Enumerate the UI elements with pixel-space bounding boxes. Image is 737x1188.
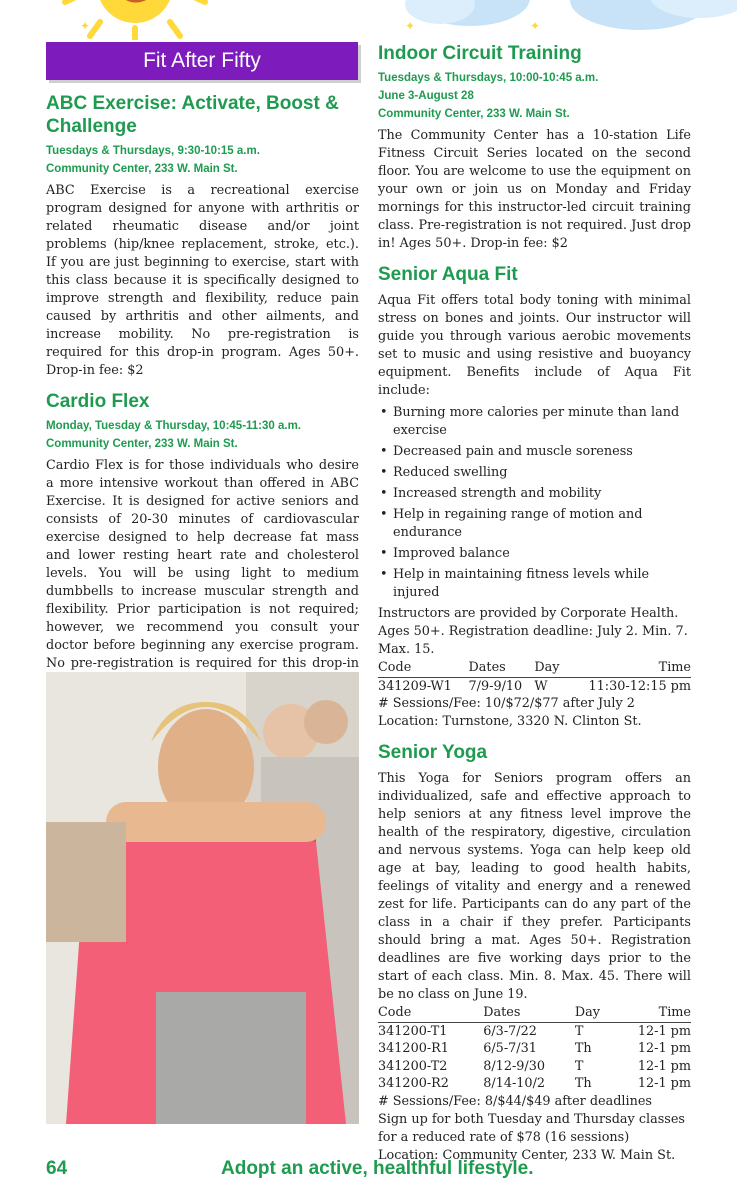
cell-code: 341200-R2 — [378, 1076, 449, 1091]
page-number: 64 — [46, 1158, 68, 1179]
section-title: Senior Aqua Fit — [378, 264, 518, 285]
senior-yoga-section — [378, 741, 691, 1165]
location-line: Community Center, 233 W. Main St. — [378, 108, 570, 120]
description: This Yoga for Seniors program offers an individualized, safe and effective approach to help seniors at any fitness level improve the health of the respiratory, digestive, circulation and nervous systems. Yoga can help keep old age at bay, leading to good health habits, feelings of vitality and energy and a renewed zest for life. Participants can do any part of the class in a chair if they prefer. Participants should bring a mat. Ages 50+. Registration deadlines are five working days prior to the start of each class. Min. 8. Max. 45. There will be no class on June 19. — [378, 771, 691, 1002]
abc-exercise-section — [46, 92, 359, 380]
table-header-row — [378, 1004, 691, 1022]
instructor-note: Instructors are provided by Corporate Health. Ages 50+. Registration deadline: July 2. Min. 7. Max. 15. — [378, 606, 688, 657]
fee-line: # Sessions/Fee: 8/$44/$49 after deadlines — [378, 1093, 652, 1109]
header-code: Code — [378, 1004, 483, 1022]
table-header-row — [378, 659, 691, 677]
header-dates: Dates — [469, 659, 535, 677]
cell-day: T — [574, 1023, 584, 1039]
discount-note: Sign up for both Tuesday and Thursday classes for a reduced rate of $78 (16 sessions) — [378, 1111, 685, 1145]
aqua-fit-section — [378, 263, 691, 731]
schedule-table — [378, 659, 691, 695]
cell-day: T — [574, 1058, 584, 1074]
cell-time: 12-1 pm — [637, 1058, 691, 1074]
header-time: Time — [612, 1004, 691, 1022]
cell-time: 12-1 pm — [637, 1076, 691, 1091]
description: The Community Center has a 10-station Life Fitness Circuit Series located on the second floor. You are welcome to use the equipment on your own or join us on Monday and Friday mornings for this instructor-led circuit training class. Pre-registration is not required. Just drop in! Ages 50+. Drop-in fee: $2 — [378, 128, 691, 251]
cell-dates: 8/14-10/2 — [483, 1076, 546, 1091]
section-title: Cardio Flex — [46, 391, 150, 412]
cell-dates: 6/5-7/31 — [483, 1041, 537, 1056]
cardio-flex-section — [46, 390, 359, 691]
cell-dates: 7/9-9/10 — [468, 678, 523, 694]
table-row — [378, 1058, 691, 1076]
date-range-line: June 3-August 28 — [378, 90, 474, 102]
section-banner: Fit After Fifty — [46, 42, 358, 80]
cell-code: 341209-W1 — [378, 678, 452, 694]
location-line: Community Center, 233 W. Main St. — [46, 438, 238, 450]
cell-time: 12-1 pm — [637, 1023, 691, 1039]
svg-text:✦: ✦ — [405, 19, 416, 33]
location-line: Community Center, 233 W. Main St. — [46, 163, 238, 175]
schedule-table — [378, 1004, 691, 1093]
cell-code: 341200-T2 — [378, 1058, 448, 1074]
description: ABC Exercise is a recreational exercise program designed for anyone with arthritis or related rheumatic disease and/or joint problems (hip/knee replacement, stroke, etc.). If you are just beginning to exercise, start with this class because it is specifically designed to improve strength and flexibility, reduce pain caused by arthritis and other ailments, and increase mobility. No pre-registration is required for this drop-in program. Ages 50+. Drop-in fee: $2 — [46, 183, 359, 378]
right-column — [378, 42, 691, 1165]
left-column — [46, 92, 359, 691]
cell-day: Th — [574, 1076, 592, 1091]
sun-illustration — [60, 0, 210, 40]
fee-line: # Sessions/Fee: 10/$72/$77 after July 2 — [378, 696, 635, 711]
header-day: Day — [534, 659, 565, 677]
table-row — [378, 1022, 691, 1040]
table-row — [378, 1040, 691, 1058]
cell-code: 341200-T1 — [378, 1023, 448, 1039]
list-item: • Reduced swelling — [378, 464, 691, 482]
description: Aqua Fit offers total body toning with minimal stress on bones and joints. Our instructor will guide you through various aerobic movements set to music and using resistive and buoyancy equipment. Benefits include of Aqua Fit include: — [378, 293, 691, 398]
cell-code: 341200-R1 — [378, 1041, 449, 1056]
list-item: • Help in regaining range of motion and endurance — [378, 506, 691, 542]
schedule-line: Monday, Tuesday & Thursday, 10:45-11:30 a.m. — [46, 420, 302, 432]
cell-day: W — [534, 678, 548, 694]
header-dates: Dates — [483, 1004, 575, 1022]
section-title: Indoor Circuit Training — [378, 43, 582, 64]
svg-text:✦: ✦ — [80, 19, 91, 33]
list-item: • Help in maintaining fitness levels while injured — [378, 566, 691, 602]
cell-dates: 6/3-7/22 — [483, 1023, 537, 1039]
cell-dates: 8/12-9/30 — [483, 1058, 546, 1074]
list-item: • Decreased pain and muscle soreness — [378, 443, 691, 461]
header-code: Code — [378, 659, 469, 677]
cell-day: Th — [574, 1041, 592, 1056]
header-time: Time — [565, 659, 691, 677]
list-item: • Improved balance — [378, 545, 691, 563]
location-line: Location: Turnstone, 3320 N. Clinton St. — [378, 714, 642, 729]
footer-tagline: Adopt an active, healthful lifestyle. — [221, 1158, 534, 1179]
benefits-list — [378, 404, 691, 602]
header-day: Day — [575, 1004, 612, 1022]
section-title: Senior Yoga — [378, 742, 488, 763]
cell-time: 11:30-12:15 pm — [588, 678, 691, 694]
table-row — [378, 677, 691, 695]
location-line: Location: Community Center, 233 W. Main St. — [378, 1147, 676, 1163]
list-item: • Increased strength and mobility — [378, 485, 691, 503]
seniors-exercise-photo — [46, 672, 359, 1124]
cell-time: 12-1 pm — [637, 1041, 691, 1056]
schedule-line: Tuesdays & Thursdays, 10:00-10:45 a.m. — [378, 72, 599, 84]
schedule-line: Tuesdays & Thursdays, 9:30-10:15 a.m. — [46, 145, 260, 157]
list-item: • Burning more calories per minute than land exercise — [378, 404, 691, 440]
section-title: ABC Exercise: Activate, Boost & Challenge — [46, 93, 339, 137]
svg-text:✦: ✦ — [530, 19, 541, 33]
cloud-illustration — [400, 0, 737, 40]
description: Cardio Flex is for those individuals who desire a more intensive workout than offered in ABC Exercise. It is designed for active seniors and consists of 20-30 minutes of cardiovascular exercise designed to help decrease fat mass and lower resting heart rate and cholesterol levels. You will be using light to medium dumbbells to increase muscular strength and flexibility. Prior participation is not required; however, we recommend you consult your doctor before beginning any exercise program. No pre-registration is required for this drop-in — [46, 458, 359, 671]
table-row — [378, 1075, 691, 1093]
circuit-training-section — [378, 42, 691, 253]
